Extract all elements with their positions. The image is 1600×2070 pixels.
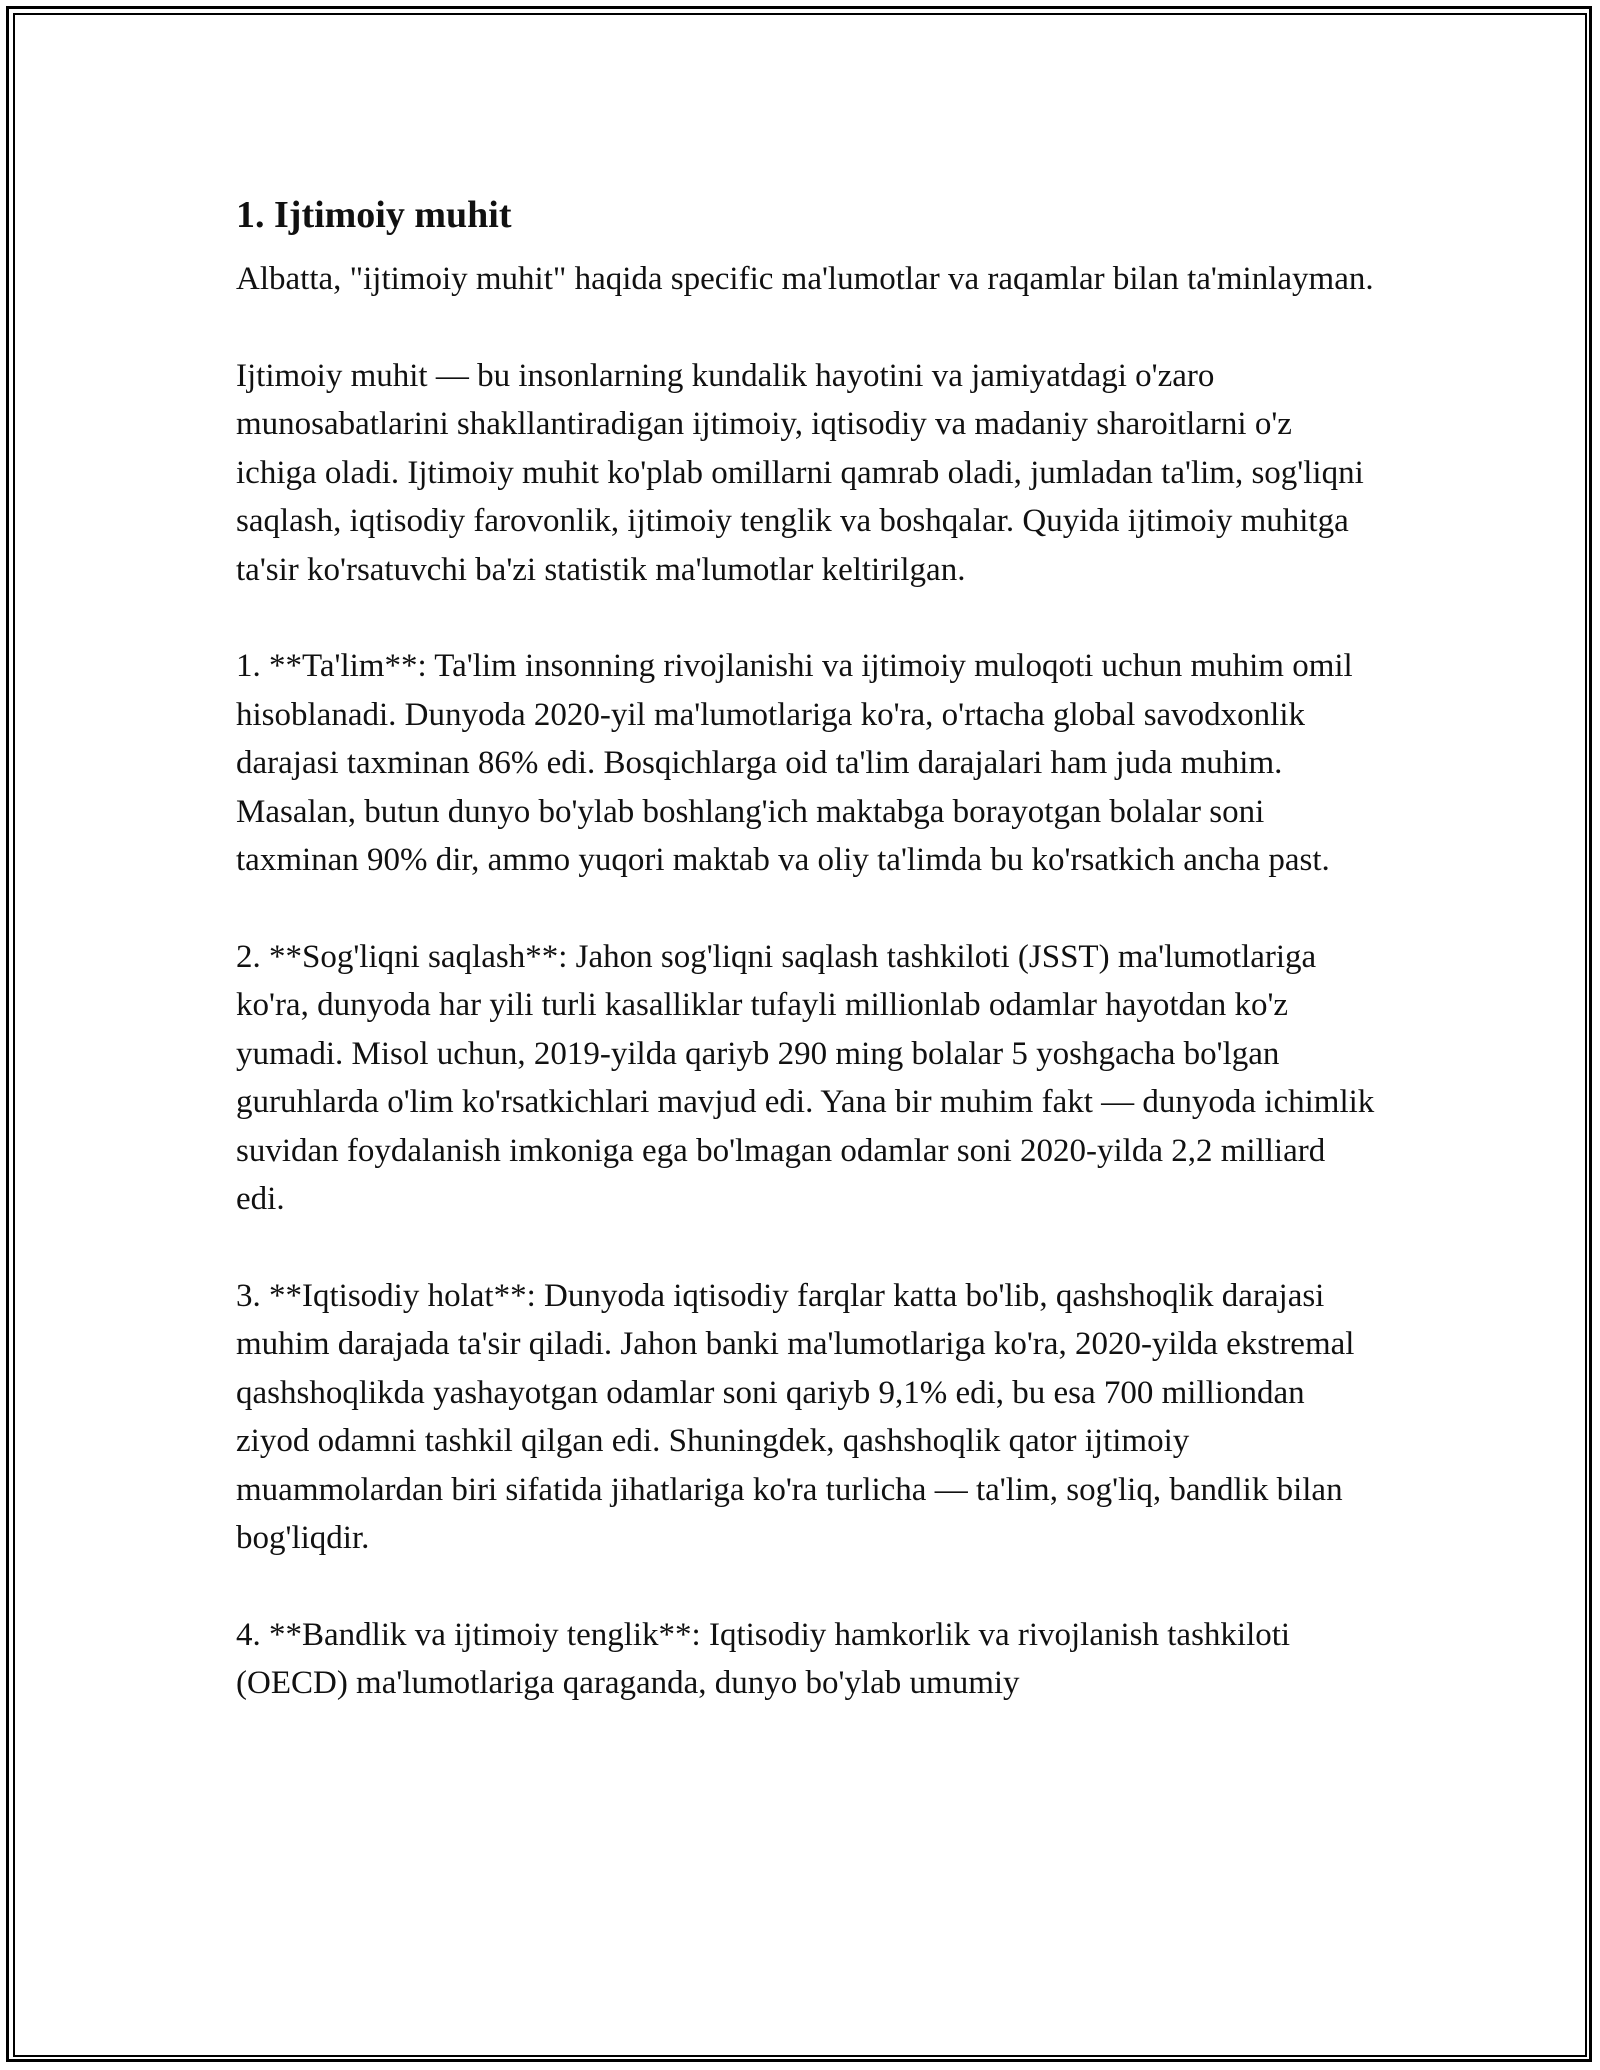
intro-paragraph: Albatta, "ijtimoiy muhit" haqida specific ma'lumotlar va raqamlar bilan ta'minlayman. — [236, 261, 1374, 297]
economy-paragraph: 3. **Iqtisodiy holat**: Dunyoda iqtisodiy farqlar katta bo'lib, qashshoqlik darajasi muhim darajada ta'sir qiladi. Jahon banki ma'lumotlariga ko'ra, 2020-yilda ekstremal qashshoqlikda yashayotgan odamlar soni qariyb 9,1% edi, bu esa 700 milliondan ziyod odamni tashkil qilgan edi. Shuningdek, qashshoqlik qator ijtimoiy muammolardan biri sifatida jihatlariga ko'ra turlicha — ta'lim, sog'liq, bandlik bilan bog'liqdir. — [236, 1277, 1355, 1556]
document-body — [236, 185, 1376, 1756]
health-paragraph: 2. **Sog'liqni saqlash**: Jahon sog'liqni saqlash tashkiloti (JSST) ma'lumotlariga ko'ra, dunyoda har yili turli kasalliklar tufayli millionlab odamlar hayotdan ko'z yumadi. Misol uchun, 2019-yilda qariyb 290 ming bolalar 5 yoshgacha bo'lgan guruhlarda o'lim ko'rsatkichlari mavjud edi. Yana bir muhim fakt — dunyoda ichimlik suvidan foydalanish imkoniga ega bo'lmagan odamlar soni 2020-yilda 2,2 milliard edi. — [236, 938, 1375, 1217]
definition-paragraph: Ijtimoiy muhit — bu insonlarning kundalik hayotini va jamiyatdagi o'zaro munosabatlarini shakllantiradigan ijtimoiy, iqtisodiy va madaniy sharoitlarni o'z ichiga oladi. Ijtimoiy muhit ko'plab omillarni qamrab oladi, jumladan ta'lim, sog'liqni saqlash, iqtisodiy farovonlik, ijtimoiy tenglik va boshqalar. Quyida ijtimoiy muhitga ta'sir ko'rsatuvchi ba'zi statistik ma'lumotlar keltirilgan. — [236, 357, 1364, 588]
employment-paragraph: 4. **Bandlik va ijtimoiy tenglik**: Iqtisodiy hamkorlik va rivojlanish tashkiloti (OECD) ma'lumotlariga qaraganda, dunyo bo'ylab umumiy — [236, 1616, 1291, 1701]
education-paragraph: 1. **Ta'lim**: Ta'lim insonning rivojlanishi va ijtimoiy muloqoti uchun muhim omil hisoblanadi. Dunyoda 2020-yil ma'lumotlariga ko'ra, o'rtacha global savodxonlik darajasi taxminan 86% edi. Bosqichlarga oid ta'lim darajalari ham juda muhim. Masalan, butun dunyo bo'ylab boshlang'ich maktabga borayotgan bolalar soni taxminan 90% dir, ammo yuqori maktab va oliy ta'limda bu ko'rsatkich ancha past. — [236, 648, 1353, 878]
section-heading: 1. Ijtimoiy muhit — [236, 194, 512, 236]
